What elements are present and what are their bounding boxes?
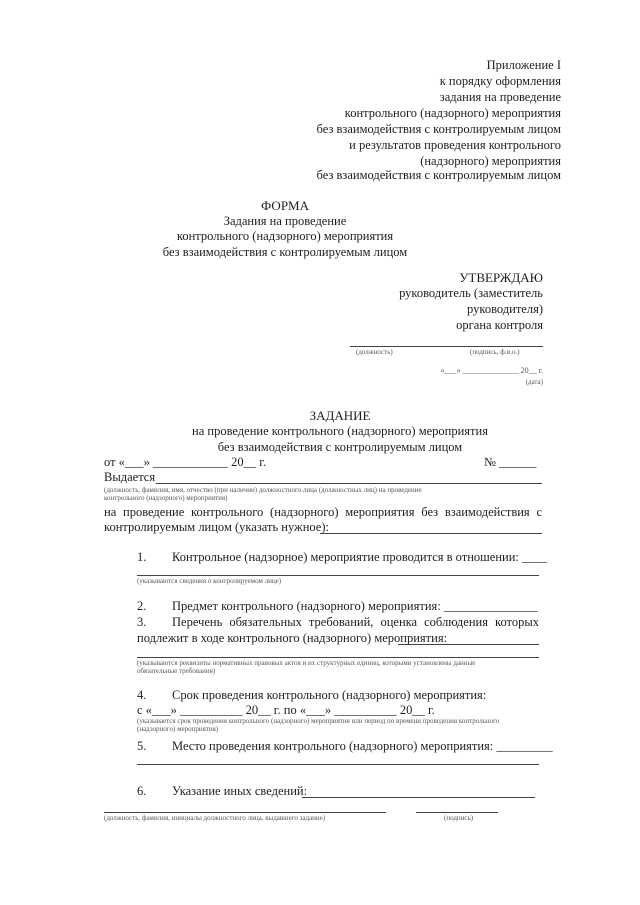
issued-label: Выдается bbox=[104, 470, 156, 484]
item-text: Перечень обязательных требований, оценка соблюдения которых bbox=[172, 615, 539, 629]
purpose-field-line[interactable] bbox=[320, 533, 542, 534]
issued-field-line[interactable] bbox=[156, 483, 542, 484]
appendix-line: задания на проведение bbox=[439, 90, 561, 104]
issued-hint: (должность, фамилия, имя, отчество (при наличии) должностного лица (должностных лиц) на проведение bbox=[104, 486, 422, 494]
item4-dates[interactable]: с «___» __________ 20__ г. по «___» __________ 20__ г. bbox=[137, 703, 435, 717]
item-text: Место проведения контрольного (надзорного) мероприятия: _________ bbox=[172, 739, 553, 753]
appendix-line: к порядку оформления bbox=[439, 74, 561, 88]
item-text: подлежит в ходе контрольного (надзорного) мероприятия: bbox=[137, 631, 448, 645]
item-text: Предмет контрольного (надзорного) мероприятия: _______________ bbox=[172, 599, 538, 613]
task-date-line[interactable]: от «___» ____________ 20__ г. bbox=[104, 455, 267, 469]
item1-field-line[interactable] bbox=[137, 575, 539, 576]
approve-line: руководителя) bbox=[467, 302, 543, 316]
item-number: 6. bbox=[137, 784, 147, 798]
approve-signature-line[interactable] bbox=[350, 346, 543, 347]
item-text: Указание иных сведений: bbox=[172, 784, 308, 798]
item-text: Срок проведения контрольного (надзорного) мероприятия: bbox=[172, 688, 487, 702]
task-subtitle: на проведение контрольного (надзорного) мероприятия bbox=[192, 424, 488, 438]
approve-hint-position: (должность) bbox=[356, 348, 393, 356]
approve-line: органа контроля bbox=[456, 318, 543, 332]
appendix-line: без взаимодействия с контролируемым лицом bbox=[316, 168, 561, 182]
item3-hint: обязательные требования) bbox=[137, 667, 216, 675]
purpose-line: контролируемым лицом (указать нужное): bbox=[104, 520, 329, 534]
item3-field-line[interactable] bbox=[398, 644, 539, 645]
form-title-line: контрольного (надзорного) мероприятия bbox=[176, 229, 394, 243]
appendix-line: и результатов проведения контрольного bbox=[349, 138, 561, 152]
item4-hint: (указывается срок проведения контрольного (надзорного) мероприятия или период по времени проведения контрольного bbox=[137, 717, 500, 725]
form-title-line: Задания на проведение bbox=[223, 214, 347, 228]
signature-name-line[interactable] bbox=[104, 812, 386, 813]
item3-field-line[interactable] bbox=[137, 657, 539, 658]
approve-title: УТВЕРЖДАЮ bbox=[459, 270, 543, 285]
issued-hint: контрольного (надзорного) мероприятия) bbox=[104, 494, 228, 502]
item5-field-line[interactable] bbox=[137, 764, 539, 765]
item3-hint: (указываются реквизиты нормативных правовых актов и их структурных единиц, которыми установлены данные bbox=[137, 659, 476, 667]
approve-hint-date: (дата) bbox=[525, 378, 543, 386]
signature-hint: (должность, фамилия, инициалы должностного лица, выдавшего задание) bbox=[104, 814, 326, 822]
appendix-line: без взаимодействия с контролируемым лицом bbox=[316, 122, 561, 136]
item-number: 4. bbox=[137, 688, 147, 702]
item6-field-line[interactable] bbox=[302, 797, 535, 798]
item-number: 1. bbox=[137, 550, 147, 564]
signature-hint: (подпись) bbox=[444, 814, 474, 822]
item1-hint: (указываются сведения о контролируемом лице) bbox=[137, 577, 282, 585]
purpose-line: на проведение контрольного (надзорного) мероприятия без взаимодействия с bbox=[104, 505, 542, 519]
appendix-line: Приложение I bbox=[486, 58, 561, 72]
task-title: ЗАДАНИЕ bbox=[309, 408, 371, 423]
task-subtitle: без взаимодействия с контролируемым лицом bbox=[217, 440, 463, 454]
approve-date-line[interactable]: «___» ______________ 20__ г. bbox=[440, 366, 543, 375]
approve-hint-signature: (подпись, ф.и.о.) bbox=[470, 348, 520, 356]
form-title: ФОРМА bbox=[261, 198, 309, 213]
item-text: Контрольное (надзорное) мероприятие проводится в отношении: ____ bbox=[172, 550, 548, 564]
task-number[interactable]: № ______ bbox=[484, 455, 537, 469]
form-title-line: без взаимодействия с контролируемым лицом bbox=[162, 245, 408, 259]
appendix-line: контрольного (надзорного) мероприятия bbox=[344, 106, 561, 120]
item4-hint: (надзорного) мероприятия) bbox=[137, 725, 219, 733]
item-number: 5. bbox=[137, 739, 147, 753]
signature-line[interactable] bbox=[416, 812, 498, 813]
item-number: 2. bbox=[137, 599, 147, 613]
item-number: 3. bbox=[137, 615, 147, 629]
approve-line: руководитель (заместитель bbox=[399, 286, 543, 300]
appendix-line: (надзорного) мероприятия bbox=[420, 154, 561, 168]
